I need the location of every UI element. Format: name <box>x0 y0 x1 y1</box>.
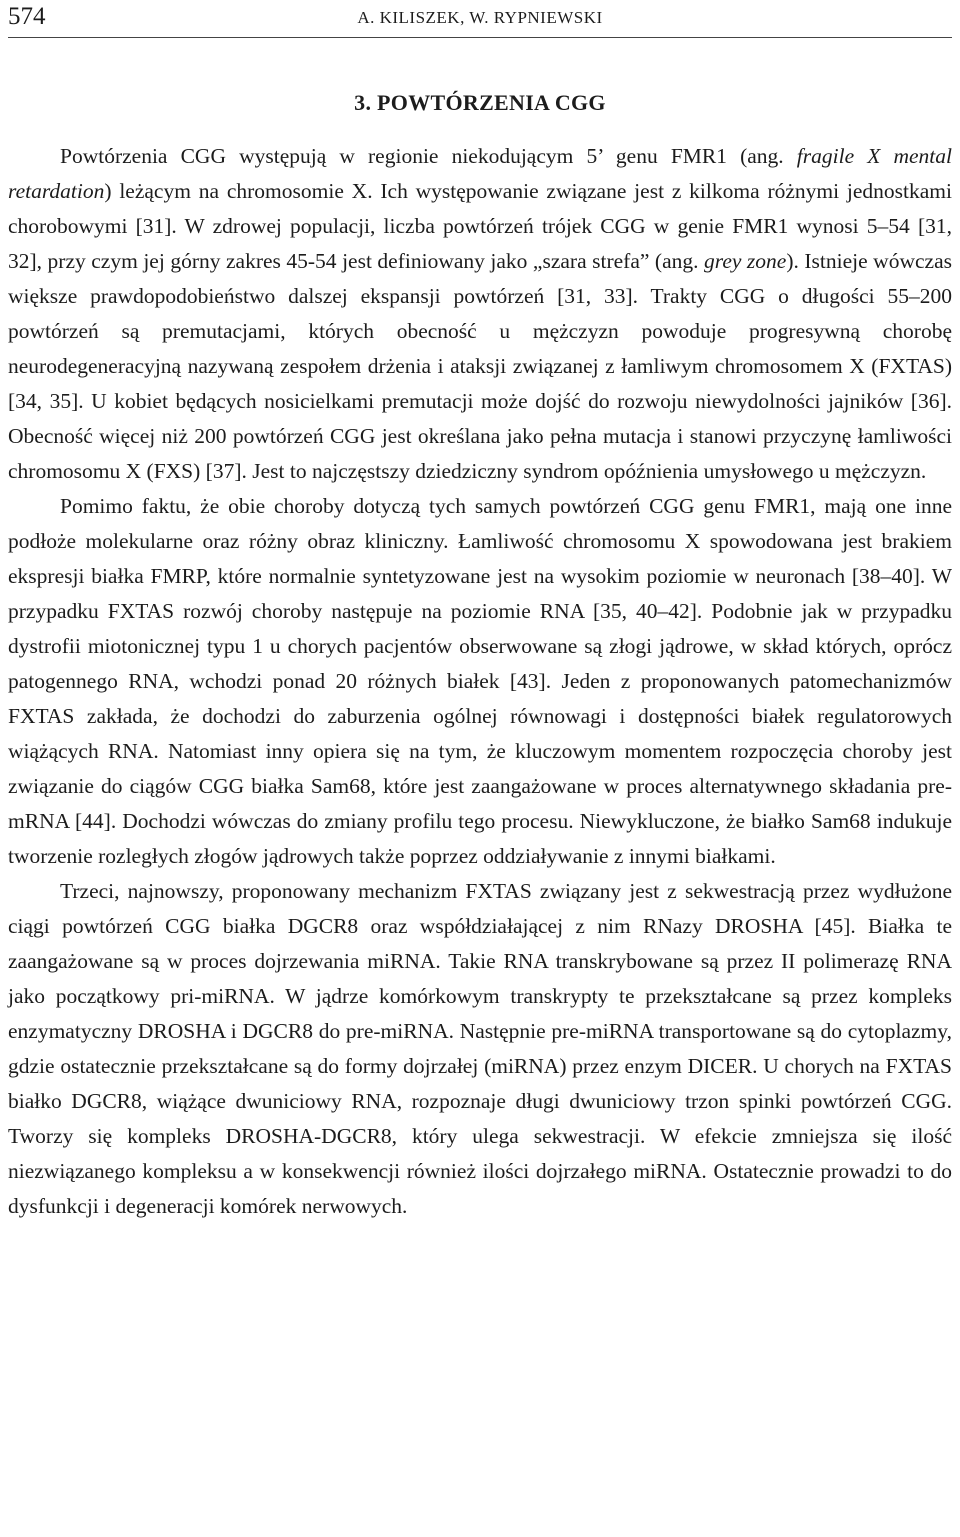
section-heading: 3. POWTÓRZENIA CGG <box>354 90 606 116</box>
page-number: 574 <box>8 3 46 30</box>
paragraph-1-italic-term-2: grey zone <box>704 249 787 273</box>
article-body <box>8 139 952 1224</box>
paragraph-1 <box>8 139 952 489</box>
paragraph-1-italic-term-1: fragile X mental retardation <box>8 144 953 203</box>
paragraph-3: Trzeci, najnowszy, proponowany mechanizm FXTAS związany jest z sekwestracją przez wydłużone ciągi powtórzeń CGG białka DGCR8 oraz współdziałającej z nim RNazy DROSHA [45]. Białka te zaangażowane są w proces dojrzewania miRNA. Takie RNA transkrybowane są przez II polimerazę RNA jako początkowy pri-miRNA. W jądrze komórkowym transkrypty te przekształcane są przez kompleks enzymatyczny DROSHA i DGCR8 do pre-miRNA. Następnie pre-miRNA transportowane są do cytoplazmy, gdzie ostatecznie przekształcane są do formy dojrzałej (miRNA) przez enzym DICER. U chorych na FXTAS białko DGCR8, wiążące dwuniciowy RNA, rozpoznaje długi dwuniciowy trzon spinki powtórzeń CGG. Tworzy się kompleks DROSHA-DGCR8, który ulega sekwestracji. W efekcie zmniejsza się ilość niezwiązanego kompleksu a w konsekwencji również ilości dojrzałego miRNA. Ostatecznie prowadzi to do dysfunkcji i degeneracji komórek nerwowych. <box>8 879 952 1218</box>
paragraph-1-text-c: ). Istnieje wówczas większe prawdopodobieństwo dalszej ekspansji powtórzeń [31, 33]. Trakty CGG o długości 55–200 powtórzeń są premutacjami, których obecność u mężczyzn powoduje progresywną chorobę neurodegeneracyjną nazywaną zespołem drżenia i ataksji związanej z łamliwym chromosomem X (FXTAS) [34, 35]. U kobiet będących nosicielkami premutacji może dojść do rozwoju niewydolności jajników [36]. Obecność więcej niż 200 powtórzeń CGG jest określana jako pełna mutacja i stanowi przyczynę łamliwości chromosomu X (FXS) [37]. Jest to najczęstszy dziedziczny syndrom opóźnienia umysłowego u mężczyzn. <box>8 249 952 483</box>
page-header <box>8 2 952 32</box>
paragraph-2: Pomimo faktu, że obie choroby dotyczą tych samych powtórzeń CGG genu FMR1, mają one inne podłoże molekularne oraz różny obraz kliniczny. Łamliwość chromosomu X spowodowana jest brakiem ekspresji białka FMRP, które normalnie syntetyzowane jest na wysokim poziomie w neuronach [38–40]. W przypadku FXTAS rozwój choroby następuje na poziomie RNA [35, 40–42]. Podobnie jak w przypadku dystrofii miotonicznej typu 1 u chorych pacjentów obserwowane są złogi jądrowe, w skład których, oprócz patogennego RNA, wchodzi ponad 20 różnych białek [43]. Jeden z proponowanych patomechanizmów FXTAS zakłada, że dochodzi do zaburzenia ogólnej równowagi i dostępności białek regulatorowych wiążących RNA. Natomiast inny opiera się na tym, że kluczowym momentem rozpoczęcia choroby jest związanie do ciągów CGG białka Sam68, które jest zaangażowane w proces alternatywnego składania pre-mRNA [44]. Dochodzi wówczas do zmiany profilu tego procesu. Niewykluczone, że białko Sam68 indukuje tworzenie rozległych złogów jądrowych także poprzez oddziaływanie z innymi białkami. <box>8 494 952 868</box>
paragraph-1-text-b: ) leżącym na chromosomie X. Ich występowanie związane jest z kilkoma różnymi jednostkami chorobowymi [31]. W zdrowej populacji, liczba powtórzeń trójek CGG w genie FMR1 wynosi 5–54 [31, 32], przy czym jej górny zakres 45-54 jest definiowany jako „szara strefa” (ang. <box>8 179 952 273</box>
header-rule <box>8 37 952 38</box>
paragraph-1-text-a: Powtórzenia CGG występują w regionie niekodującym 5’ genu FMR1 (ang. <box>60 144 797 168</box>
running-head-authors: A. KILISZEK, W. RYPNIEWSKI <box>357 8 603 27</box>
